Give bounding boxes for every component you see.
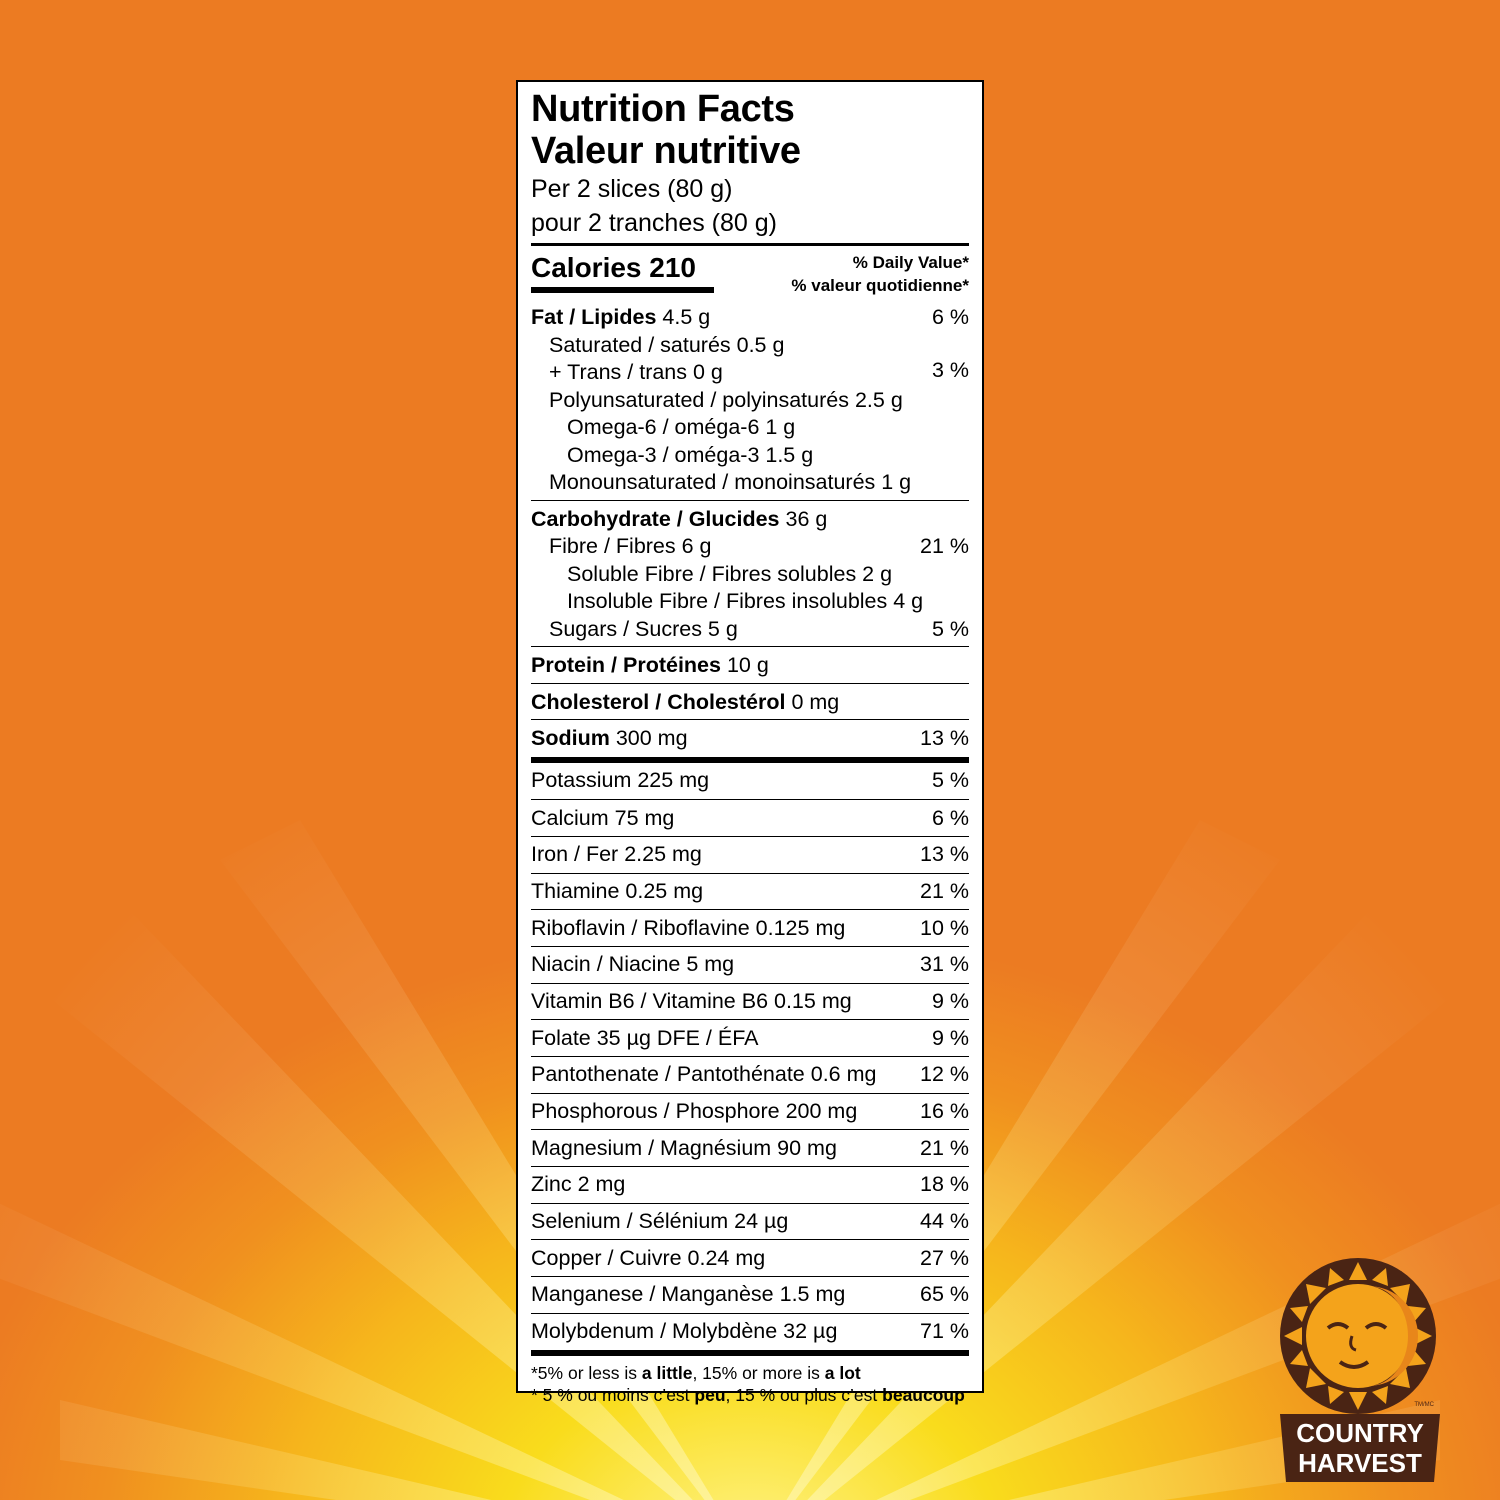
mineral-pct: 21 % [919,878,969,903]
mineral-row [531,799,969,836]
footnote-en: *5% or less is a little, 15% or more is a lot [531,1362,861,1383]
insoluble-label: Insoluble Fibre / Fibres insolubles 4 g [567,589,924,613]
carb-row [531,506,969,534]
mineral-row [531,1093,969,1130]
mineral-label: Molybdenum / Molybdène 32 µg [531,1319,838,1344]
mineral-row [531,1129,969,1166]
minerals-section [531,757,969,1350]
nutrition-facts-label [516,80,984,1405]
sat-trans-pct: 3 % [931,358,969,382]
mineral-pct: 9 % [931,988,969,1013]
mineral-label: Selenium / Sélénium 24 µg [531,1209,789,1234]
mineral-label: Niacin / Niacine 5 mg [531,952,735,977]
mineral-label: Manganese / Manganèse 1.5 mg [531,1282,846,1307]
sodium-section [531,719,969,757]
mineral-label: Pantothenate / Pantothénate 0.6 mg [531,1062,877,1087]
calories-row [531,246,969,299]
footnote [531,1350,969,1406]
trans-row [531,359,969,387]
mineral-label: Iron / Fer 2.25 mg [531,842,702,867]
fat-amount: 4.5 g [656,305,711,329]
omega6-label: Omega-6 / oméga-6 1 g [567,415,796,439]
serving-size-fr: pour 2 tranches (80 g) [531,209,777,237]
mineral-label: Phosphorous / Phosphore 200 mg [531,1099,858,1124]
carb-section [531,500,969,647]
daily-value-header [791,251,969,297]
fibre-label: Fibre / Fibres 6 g [549,534,712,558]
sugars-row [531,616,969,644]
mineral-pct: 6 % [931,805,969,830]
sodium-amount: 300 mg [609,726,688,750]
saturated-row [531,332,969,360]
mineral-label: Folate 35 µg DFE / ÉFA [531,1025,759,1050]
protein-row [531,652,969,680]
saturated-label: Saturated / saturés 0.5 g [549,332,785,357]
mineral-pct: 16 % [919,1099,969,1124]
fibre-row [531,533,969,561]
cholesterol-amount: 0 mg [785,689,840,714]
mineral-row [531,1239,969,1276]
mineral-row [531,946,969,983]
minerals-list [531,763,969,1350]
footnote-fr: * 5 % ou moins c’est peu, 15 % ou plus c’est beaucoup [531,1384,965,1405]
cholesterol-row [531,689,969,717]
mineral-label: Calcium 75 mg [531,805,675,830]
omega6-row [531,414,969,442]
mineral-label: Copper / Cuivre 0.24 mg [531,1245,766,1270]
protein-amount: 10 g [720,653,769,677]
sugars-label: Sugars / Sucres 5 g [549,616,738,641]
mono-row [531,469,969,497]
trans-label: + Trans / trans 0 g [549,360,723,384]
mineral-label: Potassium 225 mg [531,768,710,793]
mineral-row [531,1203,969,1240]
mineral-row [531,909,969,946]
fat-row [531,304,969,332]
mineral-pct: 71 % [919,1319,969,1344]
serving-size-en: Per 2 slices (80 g) [531,175,733,203]
carb-label: Carbohydrate / Glucides [531,506,780,531]
mineral-row [531,1019,969,1056]
mineral-pct: 18 % [919,1172,969,1197]
mineral-pct: 44 % [919,1209,969,1234]
mineral-label: Zinc 2 mg [531,1172,626,1197]
daily-value-fr: % valeur quotidienne* [791,276,969,295]
trademark: TM/MC [1414,1402,1434,1408]
cholesterol-section [531,683,969,720]
mono-label: Monounsaturated / monoinsaturés 1 g [549,470,912,494]
mineral-label: Vitamin B6 / Vitamine B6 0.15 mg [531,988,852,1013]
mineral-pct: 13 % [919,842,969,867]
cholesterol-label: Cholesterol / Cholestérol [531,689,786,714]
calories: Calories 210 [531,252,696,283]
mineral-row [531,763,969,800]
mineral-label: Riboflavin / Riboflavine 0.125 mg [531,915,846,940]
fat-section [531,299,969,500]
poly-row [531,387,969,415]
mineral-pct: 27 % [919,1245,969,1270]
fat-label: Fat / Lipides [531,305,657,329]
fat-pct: 6 % [931,305,969,329]
fibre-pct: 21 % [919,534,969,558]
mineral-row [531,1276,969,1313]
mineral-pct: 65 % [919,1282,969,1307]
title-fr: Valeur nutritive [531,130,801,172]
soluble-row [531,561,969,589]
mineral-pct: 12 % [919,1062,969,1087]
mineral-pct: 5 % [931,768,969,793]
mineral-pct: 31 % [919,952,969,977]
mineral-row [531,1056,969,1093]
mineral-pct: 9 % [931,1025,969,1050]
protein-section [531,646,969,683]
country-harvest-logo [1276,1238,1444,1488]
mineral-pct: 10 % [919,915,969,940]
mineral-row [531,1313,969,1350]
sodium-row [531,725,969,753]
brand-line1: COUNTRY [1296,1418,1424,1448]
title-en: Nutrition Facts [531,88,795,130]
carb-amount: 36 g [779,506,828,531]
sugars-pct: 5 % [931,616,969,641]
omega3-row [531,442,969,470]
poly-label: Polyunsaturated / polyinsaturés 2.5 g [549,387,903,412]
mineral-row [531,1166,969,1203]
insoluble-row [531,588,969,616]
mineral-label: Thiamine 0.25 mg [531,878,704,903]
daily-value-en: % Daily Value* [852,253,969,272]
mineral-row [531,836,969,873]
soluble-label: Soluble Fibre / Fibres solubles 2 g [567,561,893,586]
omega3-label: Omega-3 / oméga-3 1.5 g [567,442,814,467]
sodium-pct: 13 % [919,726,969,750]
protein-label: Protein / Protéines [531,653,721,677]
mineral-row [531,873,969,910]
divider [531,287,714,293]
mineral-label: Magnesium / Magnésium 90 mg [531,1135,837,1160]
mineral-row [531,983,969,1020]
brand-line2: HARVEST [1298,1448,1422,1478]
mineral-pct: 21 % [919,1135,969,1160]
sodium-label: Sodium [531,726,610,750]
